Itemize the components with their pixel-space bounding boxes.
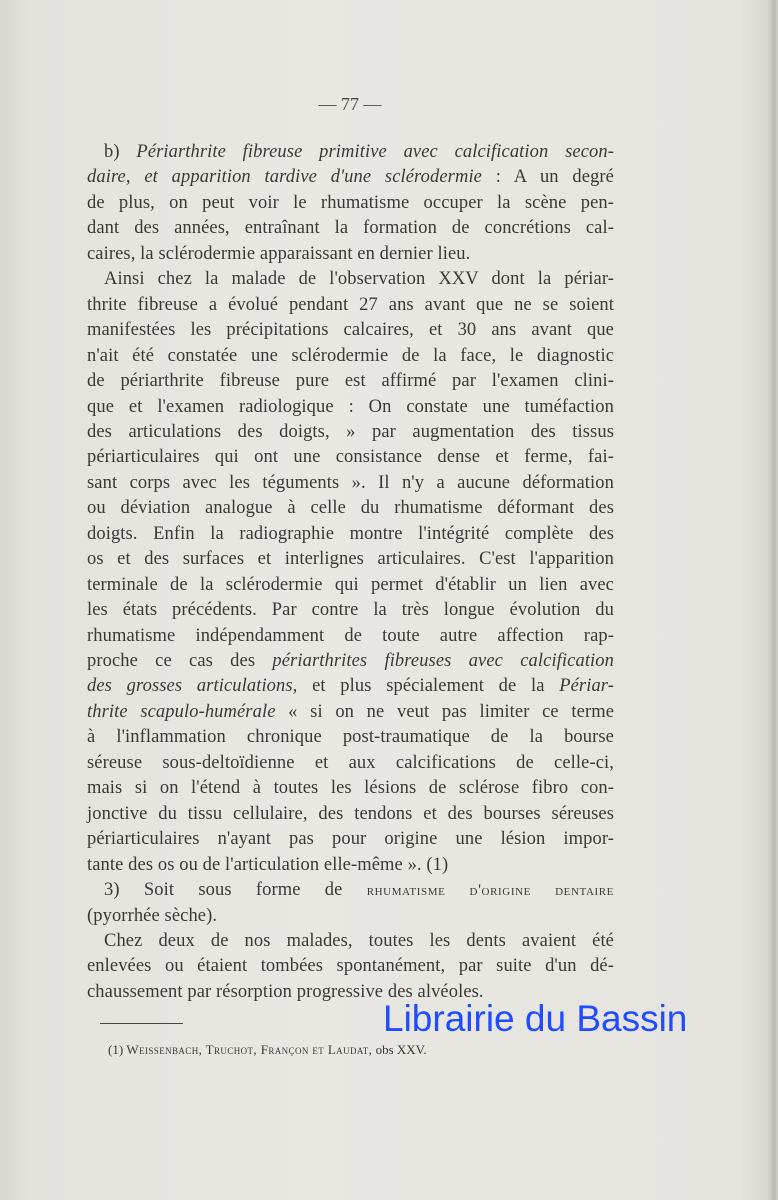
text-segment: : A un degré <box>482 167 614 188</box>
text-line <box>87 420 614 444</box>
text-segment: ou déviation analogue à celle du rhumatisme déformant des <box>87 498 614 519</box>
text-line <box>87 547 614 571</box>
text-line <box>104 267 614 291</box>
text-segment: caires, la sclérodermie apparaissant en dernier lieu. <box>87 243 471 264</box>
text-segment: chaussement par résorption progressive des alvéoles. <box>87 981 484 1002</box>
text-line <box>87 700 614 724</box>
page-number: — 77 — <box>318 94 382 114</box>
text-segment: séreuse sous-deltoïdienne et aux calcifications de celle-ci, <box>87 752 614 773</box>
watermark: Librairie du Bassin <box>383 998 688 1039</box>
text-segment: et plus spécialement de la <box>297 676 560 697</box>
text-segment: enlevées ou étaient tombées spontanément, par suite d'un dé- <box>87 956 614 977</box>
text-segment: « si on ne veut pas limiter ce terme <box>275 701 614 722</box>
text-line <box>87 751 614 775</box>
text-segment: périarticulaires qui ont une consistance dense et ferme, fai- <box>87 447 614 468</box>
text-line <box>87 776 614 800</box>
text-line <box>87 471 614 495</box>
text-segment: thrite scapulo-humérale <box>87 701 276 722</box>
text-line <box>87 904 614 928</box>
text-line <box>87 191 614 215</box>
text-segment: terminale de la sclérodermie qui permet d'établir un lien avec <box>87 574 614 595</box>
text-segment: les états précédents. Par contre la très longue évolution du <box>87 600 614 621</box>
text-segment: 3) Soit sous forme de <box>104 880 367 901</box>
text-line <box>104 140 614 164</box>
text-segment: (pyorrhée sèche). <box>87 905 218 926</box>
footnote-authors: Weissenbach, Truchot, Françon et Laudat, <box>126 1042 373 1057</box>
text-line <box>87 954 614 978</box>
text-line <box>104 929 614 953</box>
text-line <box>87 725 614 749</box>
text-segment: dant des années, entraînant la formation de concrétions cal- <box>87 218 614 239</box>
text-line <box>87 624 614 648</box>
footnote-rule <box>100 1023 183 1024</box>
text-line <box>87 496 614 520</box>
text-segment: périarthrites fibreuses avec calcification <box>272 651 614 671</box>
text-line <box>87 853 614 877</box>
text-line <box>87 293 614 317</box>
text-line <box>87 395 614 419</box>
text-segment: que et l'examen radiologique : On constate une tuméfaction <box>87 396 614 417</box>
text-segment: thrite fibreuse a évolué pendant 27 ans avant que ne se soient <box>87 294 614 315</box>
text-line <box>87 445 614 469</box>
text-segment: tante des os ou de l'articulation elle-même ». (1) <box>87 854 449 875</box>
text-segment: périarticulaires n'ayant pas pour origine une lésion impor- <box>87 829 614 850</box>
text-segment: sant corps avec les téguments ». Il n'y a aucune déformation <box>87 472 614 493</box>
text-segment: jonctive du tissu cellulaire, des tendons et des bourses séreuses <box>87 803 614 824</box>
text-line <box>104 878 614 903</box>
text-segment: des grosses articulations, <box>87 676 298 697</box>
text-segment: proche ce cas des <box>87 651 273 671</box>
text-line <box>87 802 614 826</box>
text-line <box>87 598 614 622</box>
text-segment: de périarthrite fibreuse pure est affirmé par l'examen clini- <box>87 371 614 392</box>
text-segment: de plus, on peut voir le rhumatisme occuper la scène pen- <box>87 192 614 213</box>
footnote-marker: (1) <box>108 1042 127 1057</box>
text-segment: Périarthrite fibreuse primitive avec calcification secon- <box>136 142 614 162</box>
text-segment: rhumatisme indépendamment de toute autre affection rap- <box>87 625 614 646</box>
text-line <box>87 649 614 673</box>
text-segment: doigts. Enfin la radiographie montre l'intégrité complète des <box>87 523 614 544</box>
text-line <box>87 344 614 368</box>
text-line <box>87 674 614 698</box>
text-line <box>87 522 614 546</box>
text-segment: Chez deux de nos malades, toutes les dents avaient été <box>104 930 614 951</box>
text-line <box>87 827 614 851</box>
text-segment: mais si on l'étend à toutes les lésions de sclérose fibro con- <box>87 778 614 799</box>
text-segment: des articulations des doigts, » par augmentation des tissus <box>87 421 614 442</box>
text-segment: b) <box>104 142 137 162</box>
text-line <box>87 318 614 342</box>
text-segment: Périar- <box>559 676 614 697</box>
text-line <box>87 573 614 597</box>
text-line <box>87 369 614 393</box>
text-line <box>87 216 614 240</box>
text-segment: Ainsi chez la malade de l'observation XXV dont la périar- <box>104 269 614 290</box>
text-segment: daire, et apparition tardive d'une sclérodermie <box>87 167 482 188</box>
footnote-ref: obs XXV. <box>372 1042 427 1057</box>
text-segment: manifestées les précipitations calcaires, et 30 ans avant que <box>87 320 614 341</box>
text-line <box>87 165 614 189</box>
text-segment: à l'inflammation chronique post-traumatique de la bourse <box>87 727 614 748</box>
text-line <box>87 242 614 266</box>
text-segment: os et des surfaces et interlignes articulaires. C'est l'apparition <box>87 549 614 570</box>
text-segment: rhumatisme d'origine dentaire <box>366 882 615 900</box>
text-segment: n'ait été constatée une sclérodermie de la face, le diagnostic <box>87 345 614 366</box>
footnote <box>108 1042 427 1058</box>
